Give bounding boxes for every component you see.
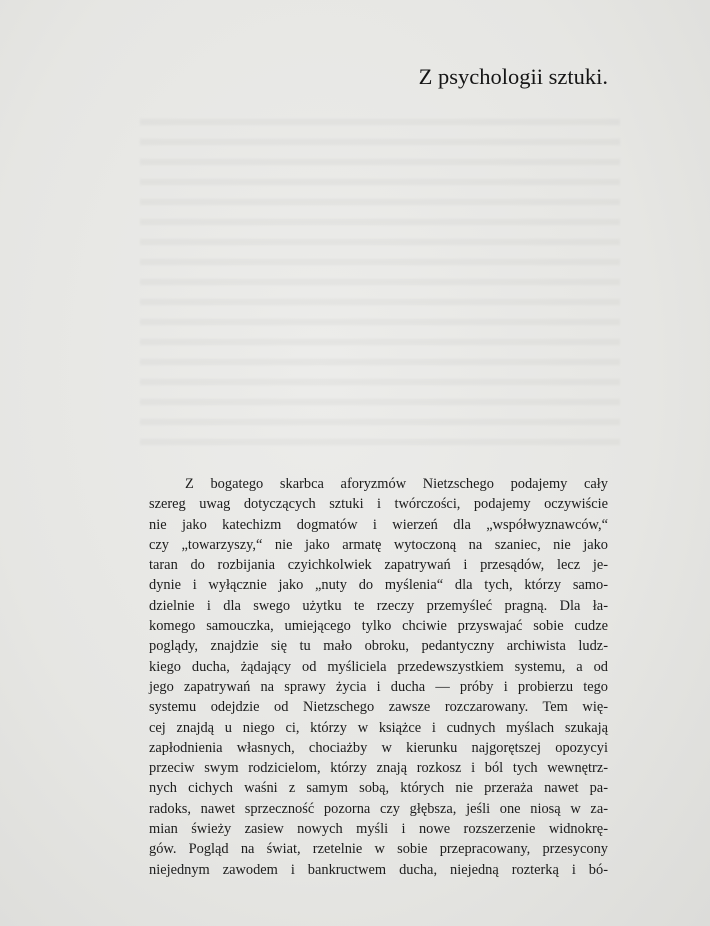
text-line: jego zapatrywań na sprawy życia i ducha — próby i probierzu tego: [149, 678, 608, 695]
text-line: dynie i wyłącznie jako „nuty do myślenia“ dla tych, którzy samo-: [149, 577, 608, 594]
text-line: zapłodnienia własnych, chociażby w kierunku najgorętszej opozycyi: [149, 739, 608, 756]
text-line: taran do rozbijania czyichkolwiek zapatrywań i przesądów, lecz je-: [149, 557, 608, 574]
text-line: kiego ducha, żądający od myśliciela przedewszystkiem systemu, a od: [149, 658, 608, 675]
text-line: mian świeży zasiew nowych myśli i nowe rozszerzenie widnokrę-: [149, 821, 608, 838]
text-line: przeciw swym rodzicielom, którzy znają rozkosz i ból tych wewnętrz-: [149, 760, 608, 777]
text-line: czy „towarzyszy,“ nie jako armatę wytoczoną na szaniec, nie jako: [149, 536, 608, 553]
page-title: Z psychologii sztuki.: [418, 64, 608, 89]
text-line: komego samouczka, umiejącego tylko chciwie przyswajać sobie cudze: [149, 618, 608, 635]
text-line: Z bogatego skarbca aforyzmów Nietzschego podajemy cały: [185, 476, 608, 492]
body-paragraph: [149, 474, 608, 880]
text-line: poglądy, znajdzie się tu mało obroku, pedantyczny archiwista ludz-: [149, 638, 608, 655]
text-line: gów. Pogląd na świat, rzetelnie w sobie przepracowany, przesycony: [149, 841, 608, 858]
text-line: nych cichych waśni z samym sobą, których nie przeraża nawet pa-: [149, 780, 608, 797]
bleed-through-text: [140, 105, 620, 450]
text-line: radoks, nawet sprzeczność pozorna czy głębsza, jeśli one niosą w za-: [149, 800, 608, 817]
text-line: systemu odejdzie od Nietzschego zawsze rozczarowany. Tem wię-: [149, 699, 608, 716]
text-line: nie jako katechizm dogmatów i wierzeń dla „współwyznawców,“: [149, 516, 608, 533]
text-line: cej znajdą u niego ci, którzy w książce i cudnych myślach szukają: [149, 719, 608, 736]
text-line: szereg uwag dotyczących sztuki i twórczości, podajemy oczywiście: [149, 496, 608, 513]
text-line: niejednym zawodem i bankructwem ducha, niejedną rozterką i bó-: [149, 861, 608, 878]
text-line: dzielnie i dla swego użytku te rzeczy przemyśleć pragną. Dla ła-: [149, 597, 608, 614]
